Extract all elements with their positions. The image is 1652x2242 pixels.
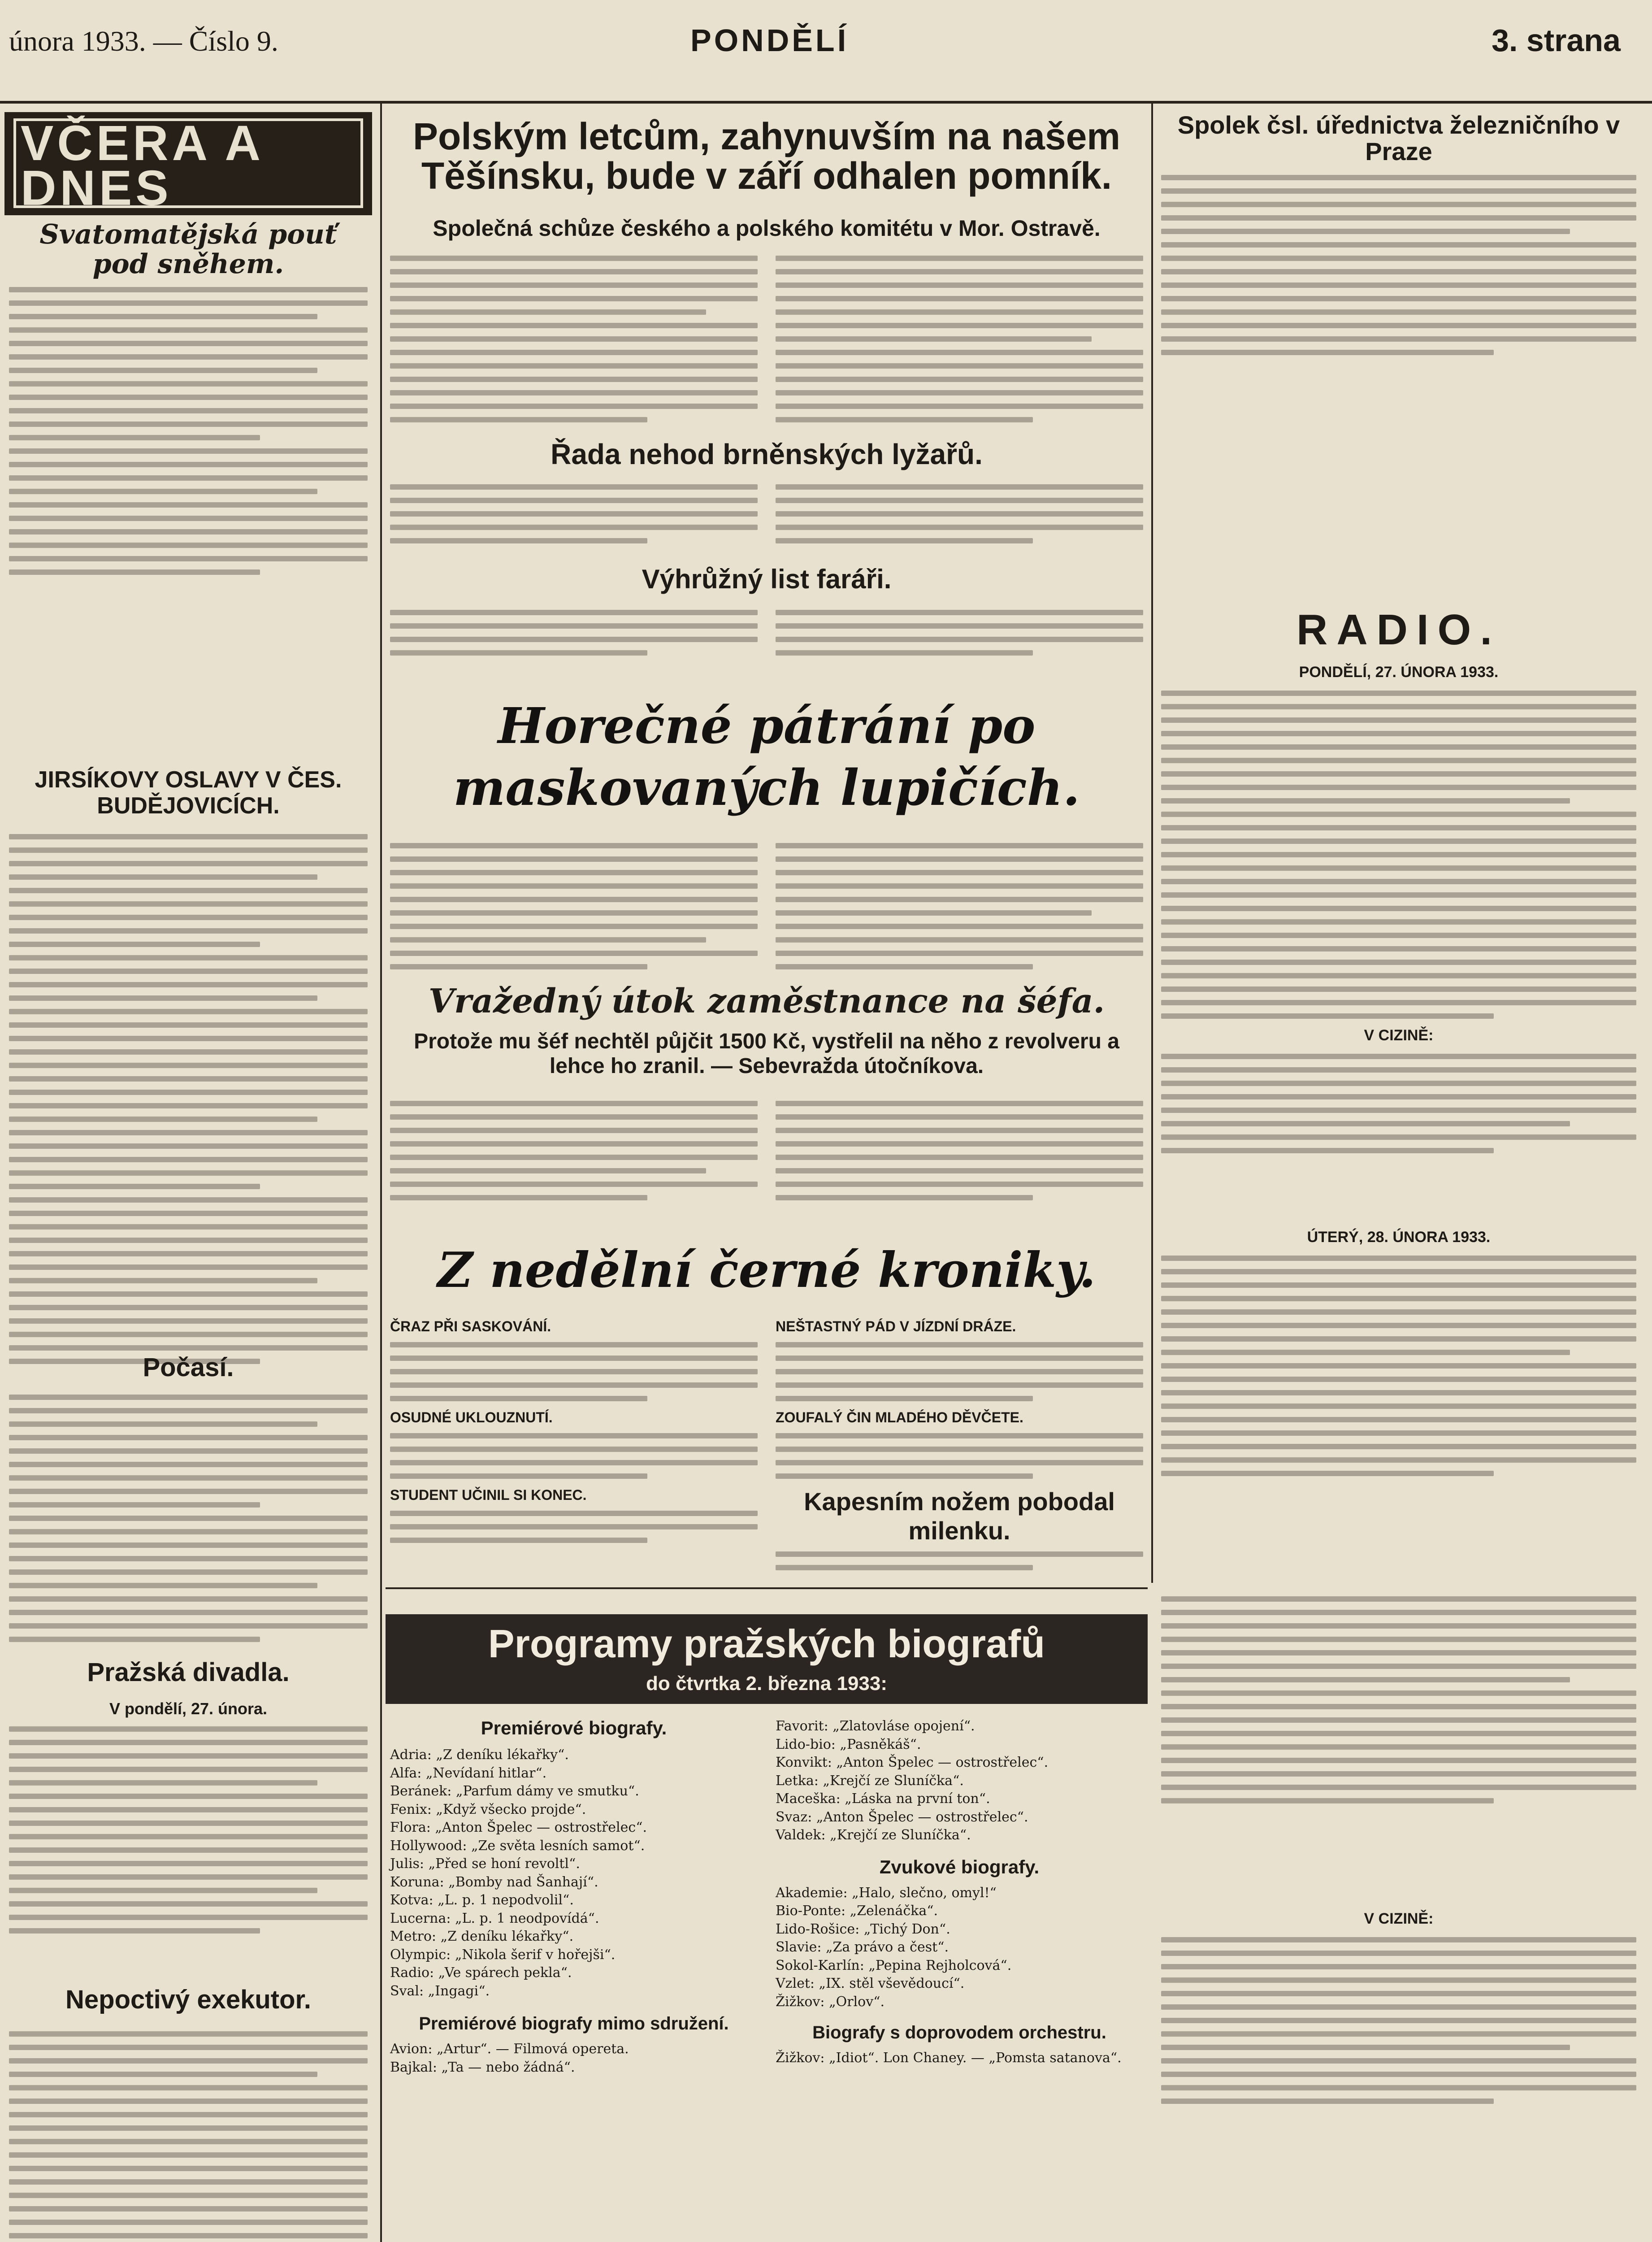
vrazedny-utok-title: Vražedný útok zaměstnance na šéfa. (428, 982, 1105, 1021)
pocasi-text (9, 1395, 368, 1650)
film-item: Letka: „Krejčí ze Sluníčka“. (776, 1773, 964, 1789)
film-item: Flora: „Anton Špelec — ostrostřelec“. (390, 1820, 647, 1835)
film-item: Valdek: „Krejčí ze Sluníčka“. (776, 1827, 971, 1843)
pocasi-title: Počasí. (143, 1353, 234, 1382)
biografy-col1 (390, 1717, 758, 2077)
film-item: Alfa: „Nevídaní hitlar“. (390, 1765, 547, 1781)
film-item: Koruna: „Bomby nad Šanhají“. (390, 1874, 598, 1890)
biografy-top-rule (386, 1587, 1148, 1589)
radio-program-1 (1161, 691, 1636, 1027)
film-item: Bio-Ponte: „Zelenáčka“. (776, 1903, 938, 1919)
orchestr-heading: Biografy s doprovodem orchestru. (812, 2023, 1106, 2042)
film-item: Vzlet: „IX. stěl vševědoucí“. (776, 1976, 965, 1991)
radio-program-2 (1161, 1256, 1636, 1484)
kronika-item-heading: STUDENT UČINIL SI KONEC. (390, 1487, 587, 1503)
premierove-mimo-heading: Premiérové biografy mimo sdružení. (419, 2014, 729, 2033)
vrazedny-text-right (776, 1101, 1143, 1208)
film-item: Akademie: „Halo, slečno, omyl!“ (776, 1885, 997, 1901)
kronika-title: Z nedělní černé kroniky. (437, 1242, 1096, 1299)
biografy-subtitle: do čtvrtka 2. března 1933: (646, 1673, 887, 1695)
jirsik-text (9, 834, 368, 1372)
film-item: Lido-bio: „Pasněkáš“. (776, 1736, 921, 1752)
exekutor-title: Nepoctivý exekutor. (65, 1985, 311, 2014)
film-item: Lido-Rošice: „Tichý Don“. (776, 1921, 950, 1937)
vrazedny-text-left (390, 1101, 758, 1208)
vyhruzny-list-title: Výhrůžný list faráři. (642, 564, 892, 594)
film-item: Bajkal: „Ta — nebo žádná“. (390, 2059, 575, 2075)
film-item: Maceška: „Láska na první ton“. (776, 1791, 990, 1807)
divadla-title: Pražská divadla. (87, 1658, 290, 1687)
film-item: Žižkov: „Idiot“. Lon Chaney. — „Pomsta satanova“. (776, 2050, 1122, 2066)
exekutor-text (9, 2031, 368, 2242)
polsky-text-right (776, 256, 1143, 430)
film-item: Hollywood: „Ze světa lesních samot“. (390, 1838, 645, 1854)
rada-text-right (776, 484, 1143, 552)
vcera-masthead: VČERA A DNES (13, 118, 363, 208)
kronika-item-heading: ČRAZ PŘI SASKOVÁNÍ. (390, 1318, 551, 1334)
radio-foreign-1: V CIZINĚ: (1364, 1027, 1434, 1044)
film-item: Avion: „Artur“. — Filmová opereta. (390, 2041, 629, 2057)
spolek-title: Spolek čsl. úřednictva železničního v Praze (1177, 111, 1620, 165)
horecne-text-right (776, 843, 1143, 978)
kronika-item-heading: OSUDNÉ UKLOUZNUTÍ. (390, 1409, 553, 1425)
rada-text-left (390, 484, 758, 552)
film-item: Žižkov: „Orlov“. (776, 1994, 885, 2010)
polsky-letcum-subtitle: Společná schůze českého a polského komitétu v Mor. Ostravě. (433, 216, 1101, 241)
film-item: Fenix: „Když všecko projde“. (390, 1801, 586, 1817)
film-item: Kotva: „L. p. 1 nepodvolil“. (390, 1892, 574, 1908)
film-item: Adria: „Z deníku lékařky“. (390, 1747, 569, 1763)
film-item: Julis: „Před se honí revoltl“. (390, 1856, 580, 1872)
kronika-item-heading: ZOUFALÝ ČIN MLADÉHO DĚVČETE. (776, 1409, 1023, 1425)
polsky-letcum-title: Polským letcům, zahynuvším na našem Těšínsku, bude v září odhalen pomník. (413, 115, 1120, 197)
film-item: Favorit: „Zlatovláse opojení“. (776, 1718, 975, 1734)
page-header (0, 0, 1652, 103)
issue-date: února 1933. — Číslo 9. (9, 25, 278, 57)
radio-title: RADIO. (1296, 606, 1501, 654)
horecne-patrani-title: Horečné pátrání po maskovaných lupičích. (453, 697, 1080, 817)
radio-day1: PONDĚLÍ, 27. ÚNORA 1933. (1299, 664, 1499, 681)
film-item: Slavie: „Za právo a čest“. (776, 1939, 949, 1955)
vyhruzny-text-left (390, 610, 758, 664)
film-item: Konvikt: „Anton Špelec — ostrostřelec“. (776, 1755, 1049, 1770)
page-number: 3. strana (1492, 23, 1621, 58)
film-item: Lucerna: „L. p. 1 neodpovídá“. (390, 1910, 599, 1926)
kapesnim-title: Kapesním nožem pobodal milenku. (804, 1487, 1115, 1545)
kronika-right (776, 1318, 1143, 1578)
left-column (0, 108, 377, 2242)
column-rule (1151, 103, 1153, 1583)
kronika-left (390, 1318, 758, 1551)
kronika-item-heading: NEŠTASTNÝ PÁD V JÍZDNÍ DRÁZE. (776, 1318, 1016, 1334)
film-item: Sval: „Ingagi“. (390, 1983, 490, 1999)
radio-day2: ÚTERÝ, 28. ÚNORA 1933. (1307, 1229, 1491, 1246)
horecne-text-left (390, 843, 758, 978)
divadla-subtitle: V pondělí, 27. února. (109, 1699, 268, 1718)
rada-nehod-title: Řada nehod brněnských lyžařů. (551, 438, 983, 470)
svatomatejska-title: Svatomatějská pouť pod sněhem. (39, 219, 337, 280)
film-item: Metro: „Z deníku lékařky“. (390, 1929, 574, 1944)
zvukove-heading: Zvukové biografy. (879, 1856, 1040, 1877)
vyhruzny-text-right (776, 610, 1143, 664)
film-item: Radio: „Ve spárech pekla“. (390, 1965, 572, 1981)
polsky-text-left (390, 256, 758, 430)
film-item: Beránek: „Parfum dámy ve smutku“. (390, 1783, 639, 1799)
biografy-col2 (776, 1717, 1143, 2068)
jirsik-title: JIRSÍKOVY OSLAVY V ČES. BUDĚJOVICÍCH. (35, 767, 342, 819)
radio-foreign-2: V CIZINĚ: (1364, 1910, 1434, 1927)
column-rule (380, 103, 382, 2242)
divadla-text (9, 1726, 368, 1942)
weekday: PONDĚLÍ (690, 23, 849, 58)
svatomatejska-text (9, 287, 368, 583)
film-item: Svaz: „Anton Špelec — ostrostřelec“. (776, 1809, 1028, 1825)
vcera-masthead-box (4, 112, 372, 215)
header-rule (0, 101, 1652, 104)
right-column (1157, 108, 1645, 1587)
biografy-banner (386, 1614, 1148, 1704)
vrazedny-utok-subtitle: Protože mu šéf nechtěl půjčit 1500 Kč, vystřelil na něho z revolveru a lehce ho zranil. — Sebevražda útočníkova. (414, 1030, 1119, 1078)
radio-continued (1157, 1596, 1645, 2242)
film-item: Sokol-Karlín: „Pepina Rejholcová“. (776, 1957, 1012, 1973)
center-column (386, 108, 1148, 1587)
radio-foreign-program-1 (1161, 1054, 1636, 1161)
spolek-text (1161, 175, 1636, 363)
film-item: Olympic: „Nikola šerif v hořejši“. (390, 1947, 616, 1963)
biografy-title: Programy pražských biografů (488, 1621, 1045, 1666)
premierove-heading: Premiérové biografy. (481, 1717, 667, 1738)
biografy-lists (386, 1717, 1148, 2242)
